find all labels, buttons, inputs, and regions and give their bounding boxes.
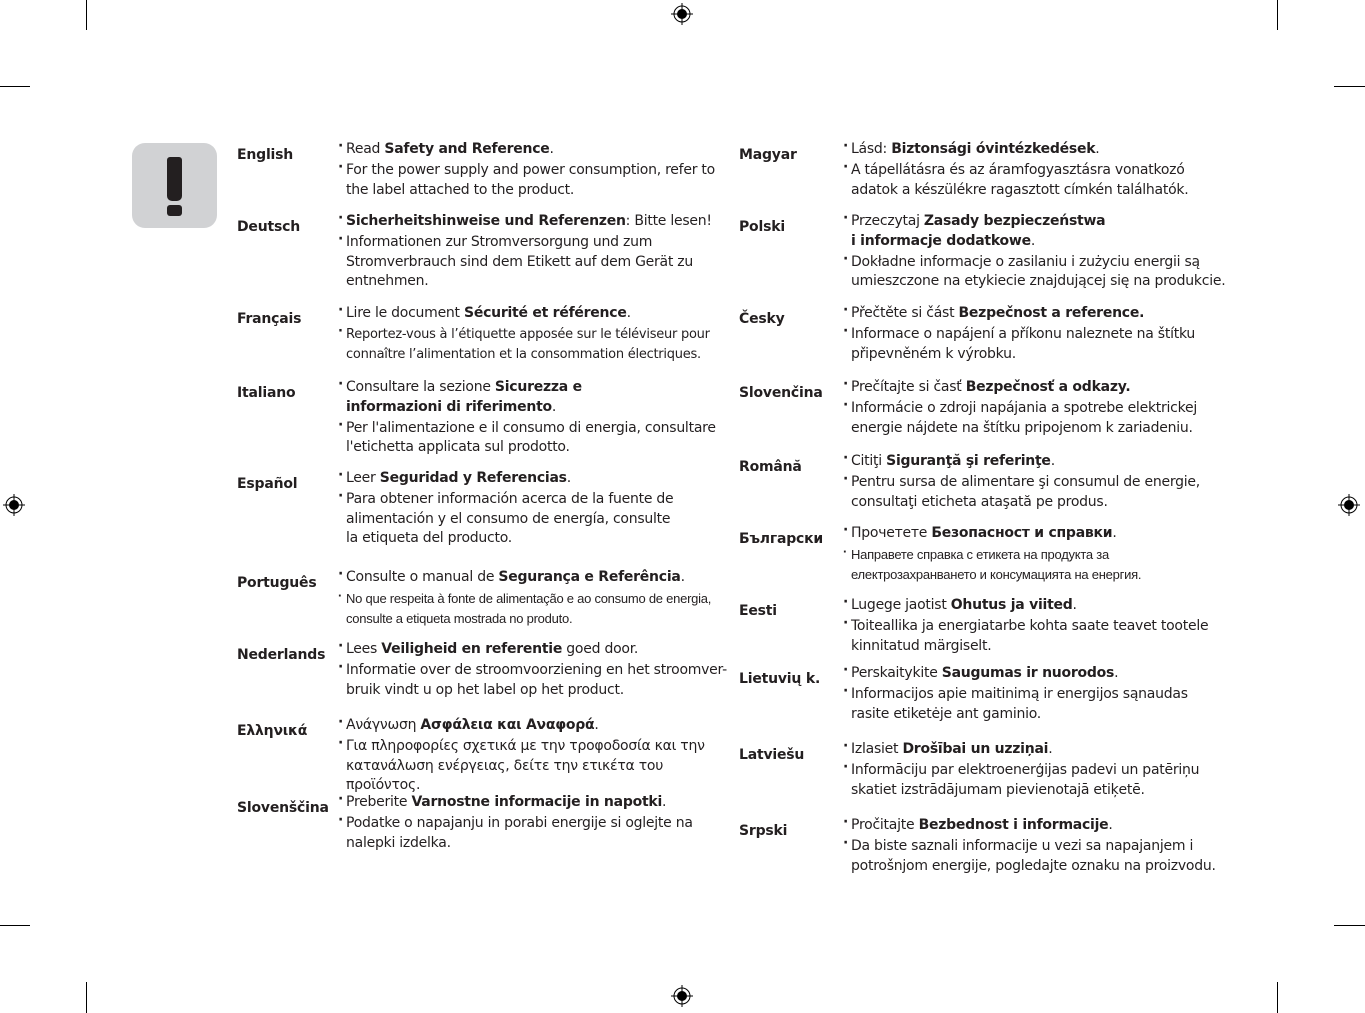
language-label: Nederlands xyxy=(237,647,326,663)
instruction-item: · Lire le document Sécurité et référence. xyxy=(338,304,732,324)
language-label: Lietuvių k. xyxy=(739,671,821,687)
instruction-item: · Dokładne informacje o zasilaniu i zużyciu energii są umieszczone na etykiecie znajdującej się na produkcie. xyxy=(843,253,1229,292)
instruction-item: · Направете справка с етикета на продукта за електрозахранването и консумацията на енергия. xyxy=(843,545,1211,584)
instruction-item: · Pentru sursa de alimentare şi consumul de energie, consultaţi eticheta ataşată pe produs. xyxy=(843,473,1211,512)
crop-mark-top-right-v xyxy=(1277,0,1278,30)
exclamation-bar xyxy=(167,157,182,201)
instruction-item: · Για πληροφορίες σχετικά με την τροφοδοσία και την κατανάλωση ενέργειας, δείτε την ετικέτα του προϊόντος. xyxy=(338,737,732,796)
instruction-item: · Para obtener información acerca de la fuente de alimentación y el consumo de energía, consulte la etiqueta del producto. xyxy=(338,490,686,549)
instruction-item: · Pročitajte Bezbednost i informacije. xyxy=(843,816,1229,836)
instruction-item: · Read Safety and Reference. xyxy=(338,140,732,160)
crop-mark-top-right-h xyxy=(1334,86,1365,87)
language-label: Français xyxy=(237,311,302,327)
registration-mark-left-icon xyxy=(3,494,25,516)
language-label: Български xyxy=(739,531,824,547)
language-label: Magyar xyxy=(739,147,797,163)
instruction-item: · Lugege jaotist Ohutus ja viited. xyxy=(843,596,1229,616)
instruction-item: · Lees Veiligheid en referentie goed door. xyxy=(338,640,732,660)
instruction-item: · Perskaitykite Saugumas ir nuorodos. xyxy=(843,664,1229,684)
instruction-item: · Informāciju par elektroenerģijas padevi un patēriņu skatiet izstrādājumam pievienotajā etiķetē. xyxy=(843,761,1201,800)
instruction-item: · Preberite Varnostne informacije in napotki. xyxy=(338,793,732,813)
instruction-item: · For the power supply and power consumption, refer to the label attached to the product. xyxy=(338,161,732,200)
instruction-item: · Citiţi Siguranţă şi referinţe. xyxy=(843,452,1229,472)
language-label: English xyxy=(237,147,294,163)
language-label: Česky xyxy=(739,311,785,327)
language-label: Slovenščina xyxy=(237,800,329,816)
crop-mark-bottom-right-h xyxy=(1334,925,1365,926)
instruction-item: · Informationen zur Stromversorgung und zum Stromverbrauch sind dem Etikett auf dem Gerät zu entnehmen. xyxy=(338,233,732,292)
language-label: Slovenčina xyxy=(739,385,823,401)
instruction-item: · Reportez-vous à l’étiquette apposée sur le téléviseur pour connaître l’alimentation et la consommation électriques. xyxy=(338,325,732,364)
instruction-item: · Consultare la sezione Sicurezza e informazioni di riferimento. xyxy=(338,378,656,417)
instruction-item: · Per l'alimentazione e il consumo di energia, consultare l'etichetta applicata sul prodotto. xyxy=(338,419,732,458)
registration-mark-right-icon xyxy=(1338,494,1360,516)
instruction-item: · Przeczytaj Zasady bezpieczeństwa i informacje dodatkowe. xyxy=(843,212,1111,251)
language-label: Română xyxy=(739,459,802,475)
instruction-item: · Informácie o zdroji napájania a spotrebe elektrickej energie nájdete na štítku pripojenom k zariadeniu. xyxy=(843,399,1211,438)
registration-mark-top-icon xyxy=(671,3,693,25)
instruction-item: · Informace o napájení a příkonu naleznete na štítku připevněném k výrobku. xyxy=(843,325,1211,364)
instruction-item: · Podatke o napajanju in porabi energije si oglejte na nalepki izdelka. xyxy=(338,814,706,853)
language-label: Ελληνικά xyxy=(237,723,308,739)
instruction-item: · Izlasiet Drošībai un uzziņai. xyxy=(843,740,1229,760)
instruction-item: · Lásd: Biztonsági óvintézkedések. xyxy=(843,140,1229,160)
instruction-item: · Sicherheitshinweise und Referenzen: Bitte lesen! xyxy=(338,212,732,232)
instruction-item: · Ανάγνωση Ασφάλεια και Αναφορά. xyxy=(338,716,732,736)
exclamation-warning-icon xyxy=(132,143,217,228)
exclamation-dot xyxy=(167,205,182,216)
language-label: Español xyxy=(237,476,298,492)
crop-mark-bottom-left-v xyxy=(86,982,87,1013)
instruction-item: · Consulte o manual de Segurança e Referência. xyxy=(338,568,732,588)
instruction-item: · A tápellátásra és az áramfogyasztásra vonatkozó adatok a készülékre ragasztott címkén találhatók. xyxy=(843,161,1201,200)
instruction-item: · Přečtěte si část Bezpečnost a reference. xyxy=(843,304,1229,324)
registration-mark-bottom-icon xyxy=(671,985,693,1007)
language-label: Italiano xyxy=(237,385,296,401)
instruction-item: · Прочетете Безопасност и справки. xyxy=(843,524,1229,544)
language-label: Português xyxy=(237,575,317,591)
language-label: Eesti xyxy=(739,603,777,619)
language-label: Deutsch xyxy=(237,219,300,235)
crop-mark-bottom-left-h xyxy=(0,925,30,926)
instruction-item: · Toiteallika ja energiatarbe kohta saate teavet tootele kinnitatud märgiselt. xyxy=(843,617,1211,656)
language-label: Srpski xyxy=(739,823,788,839)
instruction-item: · Da biste saznali informacije u vezi sa napajanjem i potrošnjom energije, pogledajte oznaku na proizvodu. xyxy=(843,837,1229,876)
instruction-item: · Informatie over de stroomvoorziening en het stroomver-bruik vindt u op het label op het product. xyxy=(338,661,732,700)
crop-mark-top-left-h xyxy=(0,86,30,87)
language-label: Latviešu xyxy=(739,747,805,763)
instruction-item: · Prečítajte si časť Bezpečnosť a odkazy. xyxy=(843,378,1229,398)
crop-mark-bottom-right-v xyxy=(1277,982,1278,1013)
instruction-item: · Informacijos apie maitinimą ir energijos sąnaudas rasite etiketėje ant gaminio. xyxy=(843,685,1191,724)
crop-mark-top-left-v xyxy=(86,0,87,30)
instruction-item: · Leer Seguridad y Referencias. xyxy=(338,469,732,489)
language-label: Polski xyxy=(739,219,785,235)
instruction-item: · No que respeita à fonte de alimentação e ao consumo de energia, consulte a etiqueta mostrada no produto. xyxy=(338,589,716,628)
